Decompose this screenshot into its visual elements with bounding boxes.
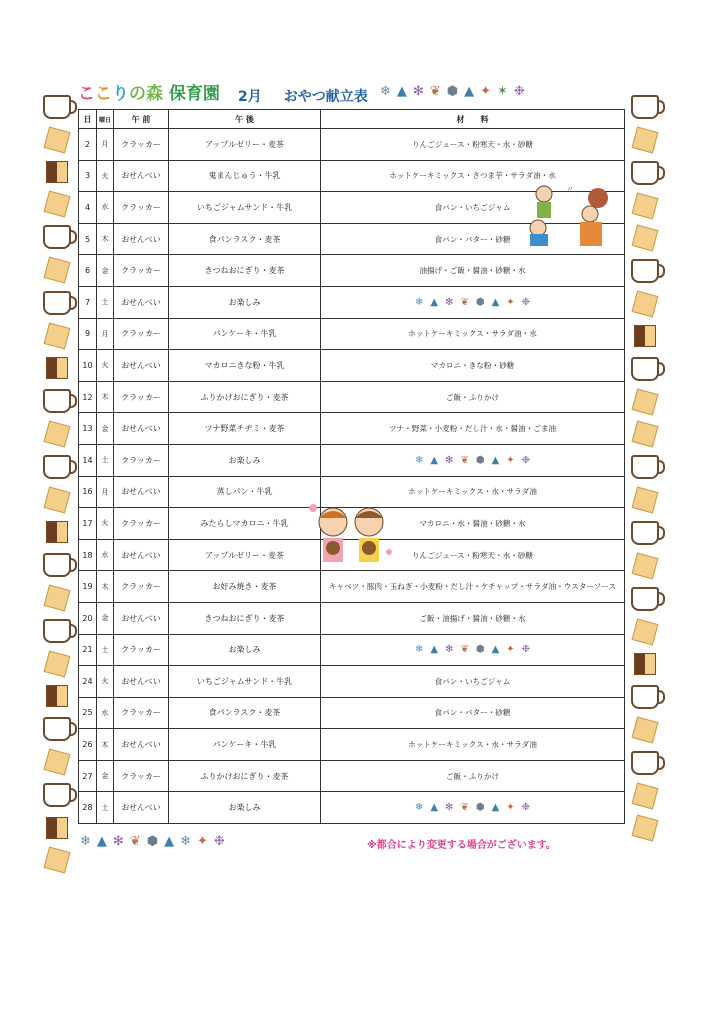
day-cell: 9	[79, 318, 97, 350]
materials-cell: りんごジュース・粉寒天・水・砂糖	[321, 129, 625, 161]
decoration-strip	[415, 297, 530, 308]
snowflake-icon: ✻	[445, 802, 454, 814]
weekday-cell: 水	[97, 192, 114, 224]
table-row	[79, 413, 625, 445]
pinecone-icon: ⬢	[446, 84, 459, 99]
day-cell: 21	[79, 634, 97, 666]
table-row	[79, 381, 625, 413]
table-row	[79, 602, 625, 634]
day-cell: 24	[79, 666, 97, 698]
day-cell: 20	[79, 602, 97, 634]
weekday-cell: 土	[97, 444, 114, 476]
cracker-icon	[46, 685, 68, 707]
am-snack-cell: おせんべい	[114, 223, 169, 255]
coffee-cup-icon	[43, 389, 71, 413]
pm-snack-cell: パンケーキ・牛乳	[169, 318, 321, 350]
cracker-icon	[44, 257, 71, 284]
pm-snack-cell: マカロニきな粉・牛乳	[169, 350, 321, 382]
decoration-strip	[415, 455, 530, 466]
decoration-strip	[415, 802, 530, 813]
tree-icon: ▲	[430, 454, 439, 466]
right-side-decoration	[628, 95, 662, 839]
pm-snack-cell: お楽しみ	[169, 444, 321, 476]
snowflake-icon: ✻	[412, 84, 424, 99]
cracker-icon	[46, 161, 68, 183]
day-cell: 3	[79, 160, 97, 192]
coffee-cup-icon	[631, 161, 659, 185]
pm-snack-cell: お楽しみ	[169, 634, 321, 666]
materials-cell: マカロニ・きな粉・砂糖	[321, 350, 625, 382]
cracker-icon	[632, 421, 659, 448]
am-snack-cell: クラッカー	[114, 192, 169, 224]
pm-snack-cell: 食パンラスク・麦茶	[169, 223, 321, 255]
coffee-cup-icon	[43, 225, 71, 249]
coffee-cup-icon	[43, 619, 71, 643]
pm-snack-cell: きつねおにぎり・麦茶	[169, 255, 321, 287]
pm-snack-cell: いちごジャムサンド・牛乳	[169, 666, 321, 698]
am-snack-cell: おせんべい	[114, 666, 169, 698]
change-notice: ※都合により変更する場合がございます。	[367, 840, 556, 851]
leaf-icon: ✦	[196, 834, 208, 849]
coffee-cup-icon	[43, 455, 71, 479]
kids-illustration	[305, 500, 395, 570]
weekday-cell: 金	[97, 413, 114, 445]
weekday-cell: 水	[97, 697, 114, 729]
decoration-strip	[415, 644, 530, 655]
snowflake-icon: ❄	[414, 802, 424, 814]
tree-icon: ▲	[164, 834, 175, 849]
materials-cell: 食パン・バター・砂糖	[321, 223, 625, 255]
pm-snack-cell: パンケーキ・牛乳	[169, 729, 321, 761]
day-cell: 19	[79, 571, 97, 603]
materials-cell	[321, 286, 625, 318]
pinecone-icon: ⬢	[475, 454, 485, 466]
cracker-icon	[44, 323, 71, 350]
table-row	[79, 634, 625, 666]
materials-cell	[321, 634, 625, 666]
header-weekday: 曜日	[97, 110, 114, 129]
leaf-icon: ✦	[506, 802, 515, 814]
materials-cell: りんごジュース・粉寒天・水・砂糖	[321, 539, 625, 571]
cracker-icon	[44, 127, 71, 154]
pm-snack-cell: アップルゼリー・麦茶	[169, 129, 321, 161]
pm-snack-cell: 鬼まんじゅう・牛乳	[169, 160, 321, 192]
am-snack-cell: クラッカー	[114, 381, 169, 413]
day-cell: 7	[79, 286, 97, 318]
leaf-icon: ✦	[506, 454, 515, 466]
day-cell: 14	[79, 444, 97, 476]
table-row	[79, 444, 625, 476]
am-snack-cell: クラッカー	[114, 508, 169, 540]
tree-icon: ▲	[430, 644, 439, 656]
weekday-cell: 月	[97, 476, 114, 508]
pm-snack-cell: きつねおにぎり・麦茶	[169, 602, 321, 634]
weekday-cell: 土	[97, 792, 114, 824]
table-row	[79, 129, 625, 161]
header-am: 午 前	[114, 110, 169, 129]
materials-cell: 食パン・いちごジャム	[321, 192, 625, 224]
cracker-icon	[632, 815, 659, 842]
weekday-cell: 火	[97, 508, 114, 540]
cracker-icon	[634, 653, 656, 675]
table-header-row	[79, 110, 625, 129]
snowflake-icon: ❉	[521, 454, 531, 466]
pm-snack-cell: ふりかけおにぎり・麦茶	[169, 381, 321, 413]
tree-icon: ▲	[430, 802, 439, 814]
tree-icon: ▲	[464, 84, 475, 99]
top-decoration	[380, 84, 525, 99]
day-cell: 16	[79, 476, 97, 508]
leaf-icon: ✦	[480, 84, 491, 99]
snowflake-icon: ✻	[445, 644, 454, 656]
table-row	[79, 729, 625, 761]
am-snack-cell: クラッカー	[114, 129, 169, 161]
snowflake-icon: ✻	[112, 834, 124, 849]
day-cell: 25	[79, 697, 97, 729]
weekday-cell: 金	[97, 255, 114, 287]
materials-cell: ホットケーキミックス・さつま芋・サラダ油・水	[321, 160, 625, 192]
snowflake-icon: ❄	[80, 834, 91, 849]
coffee-cup-icon	[43, 553, 71, 577]
day-cell: 6	[79, 255, 97, 287]
materials-cell: 食パン・いちごジャム	[321, 666, 625, 698]
cracker-icon	[632, 783, 659, 810]
day-cell: 28	[79, 792, 97, 824]
materials-cell: ツナ・野菜・小麦粉・だし汁・水・醤油・ごま油	[321, 413, 625, 445]
table-row	[79, 286, 625, 318]
snowflake-icon: ❉	[521, 296, 531, 308]
coffee-cup-icon	[631, 357, 659, 381]
am-snack-cell: クラッカー	[114, 697, 169, 729]
weekday-cell: 木	[97, 571, 114, 603]
am-snack-cell: クラッカー	[114, 318, 169, 350]
weekday-cell: 木	[97, 729, 114, 761]
materials-cell: ホットケーキミックス・水・サラダ油	[321, 476, 625, 508]
month-label: 2月	[238, 89, 262, 105]
leaf-icon: ❦	[429, 84, 441, 99]
leaf-icon: ✦	[506, 644, 515, 656]
header-materials: 材 料	[321, 110, 625, 129]
leaf-icon: ❦	[129, 834, 141, 849]
tree-icon: ▲	[491, 454, 500, 466]
weekday-cell: 金	[97, 760, 114, 792]
leaf-icon: ✦	[506, 296, 515, 308]
leaf-icon: ❦	[460, 644, 469, 656]
snowflake-icon: ✻	[445, 296, 454, 308]
coffee-cup-icon	[631, 521, 659, 545]
snowflake-icon: ❄	[380, 84, 391, 99]
pinecone-icon: ⬢	[475, 296, 485, 308]
pm-snack-cell: お好み焼き・麦茶	[169, 571, 321, 603]
am-snack-cell: クラッカー	[114, 760, 169, 792]
header-pm: 午 後	[169, 110, 321, 129]
leaf-icon: ❦	[460, 296, 469, 308]
pinecone-icon: ⬢	[146, 834, 159, 849]
am-snack-cell: おせんべい	[114, 160, 169, 192]
header-day: 日	[79, 110, 97, 129]
cracker-icon	[44, 847, 71, 874]
materials-cell	[321, 792, 625, 824]
am-snack-cell: おせんべい	[114, 286, 169, 318]
weekday-cell: 土	[97, 286, 114, 318]
table-row	[79, 571, 625, 603]
tree-icon: ▲	[396, 84, 407, 99]
pm-snack-cell: みたらしマカロニ・牛乳	[169, 508, 321, 540]
day-cell: 10	[79, 350, 97, 382]
pm-snack-cell: 蒸しパン・牛乳	[169, 476, 321, 508]
family-illustration	[522, 180, 618, 250]
cracker-icon	[44, 191, 71, 218]
leaf-icon: ❦	[460, 454, 469, 466]
am-snack-cell: おせんべい	[114, 729, 169, 761]
pm-snack-cell: いちごジャムサンド・牛乳	[169, 192, 321, 224]
leaf-icon: ❦	[460, 802, 469, 814]
am-snack-cell: クラッカー	[114, 634, 169, 666]
day-cell: 17	[79, 508, 97, 540]
day-cell: 5	[79, 223, 97, 255]
weekday-cell: 月	[97, 318, 114, 350]
coffee-cup-icon	[631, 95, 659, 119]
cracker-icon	[46, 521, 68, 543]
pinecone-icon: ⬢	[475, 802, 485, 814]
am-snack-cell: おせんべい	[114, 350, 169, 382]
table-row	[79, 350, 625, 382]
bottom-decoration	[80, 834, 225, 849]
snowflake-icon: ❄	[414, 296, 424, 308]
am-snack-cell: クラッカー	[114, 255, 169, 287]
tree-icon: ▲	[430, 296, 439, 308]
weekday-cell: 月	[97, 129, 114, 161]
cracker-icon	[632, 291, 659, 318]
snowflake-icon: ❉	[513, 84, 525, 99]
weekday-cell: 火	[97, 160, 114, 192]
am-snack-cell: おせんべい	[114, 539, 169, 571]
am-snack-cell: おせんべい	[114, 413, 169, 445]
cracker-icon	[44, 585, 71, 612]
snowflake-icon: ❄	[414, 454, 424, 466]
snowflake-icon: ❉	[213, 834, 225, 849]
left-side-decoration	[40, 95, 74, 871]
materials-cell: 油揚げ・ご飯・醤油・砂糖・水	[321, 255, 625, 287]
tree-icon: ▲	[491, 296, 500, 308]
coffee-cup-icon	[43, 95, 71, 119]
pm-snack-cell: 食パンラスク・麦茶	[169, 697, 321, 729]
materials-cell: マカロニ・水・醤油・砂糖・水	[321, 508, 625, 540]
materials-cell: ご飯・油揚げ・醤油・砂糖・水	[321, 602, 625, 634]
cracker-icon	[46, 357, 68, 379]
cracker-icon	[632, 225, 659, 252]
pinecone-icon: ⬢	[475, 644, 485, 656]
cracker-icon	[632, 619, 659, 646]
coffee-cup-icon	[631, 587, 659, 611]
tree-icon: ▲	[491, 802, 500, 814]
am-snack-cell: おせんべい	[114, 792, 169, 824]
weekday-cell: 土	[97, 634, 114, 666]
am-snack-cell: おせんべい	[114, 476, 169, 508]
materials-cell: ホットケーキミックス・サラダ油・水	[321, 318, 625, 350]
logo-char-1: こ	[78, 84, 95, 104]
cracker-icon	[44, 749, 71, 776]
cracker-icon	[632, 127, 659, 154]
coffee-cup-icon	[631, 455, 659, 479]
logo-char-5: 保育園	[163, 84, 220, 104]
svg-text:〃: 〃	[566, 185, 574, 194]
weekday-cell: 水	[97, 539, 114, 571]
cracker-icon	[632, 193, 659, 220]
day-cell: 12	[79, 381, 97, 413]
materials-cell: ホットケーキミックス・水・サラダ油	[321, 729, 625, 761]
coffee-cup-icon	[43, 717, 71, 741]
tree-icon: ▲	[96, 834, 107, 849]
cracker-icon	[632, 553, 659, 580]
pm-snack-cell: アップルゼリー・麦茶	[169, 539, 321, 571]
snowflake-icon: ❉	[521, 802, 531, 814]
cracker-icon	[634, 325, 656, 347]
day-cell: 2	[79, 129, 97, 161]
cracker-icon	[46, 817, 68, 839]
cracker-icon	[44, 651, 71, 678]
snowflake-icon: ❄	[180, 834, 191, 849]
materials-cell: キャベツ・豚肉・玉ねぎ・小麦粉・だし汁・ケチャップ・サラダ油・ウスターソース	[321, 571, 625, 603]
am-snack-cell: クラッカー	[114, 571, 169, 603]
snowflake-icon: ✻	[445, 454, 454, 466]
materials-cell: ご飯・ふりかけ	[321, 760, 625, 792]
table-row	[79, 318, 625, 350]
page-title	[238, 86, 368, 106]
cracker-icon	[632, 487, 659, 514]
weekday-cell: 金	[97, 602, 114, 634]
weekday-cell: 木	[97, 223, 114, 255]
coffee-cup-icon	[631, 685, 659, 709]
materials-cell	[321, 444, 625, 476]
day-cell: 26	[79, 729, 97, 761]
cracker-icon	[44, 487, 71, 514]
pm-snack-cell: ふりかけおにぎり・麦茶	[169, 760, 321, 792]
cracker-icon	[632, 389, 659, 416]
pm-snack-cell: ツナ野菜チヂミ・麦茶	[169, 413, 321, 445]
cracker-icon	[44, 421, 71, 448]
am-snack-cell: クラッカー	[114, 444, 169, 476]
weekday-cell: 木	[97, 381, 114, 413]
table-row	[79, 666, 625, 698]
table-row	[79, 697, 625, 729]
table-row	[79, 255, 625, 287]
day-cell: 27	[79, 760, 97, 792]
title-text: おやつ献立表	[283, 89, 368, 105]
tree-icon: ▲	[491, 644, 500, 656]
snowflake-icon: ❉	[521, 644, 531, 656]
table-row	[79, 760, 625, 792]
weekday-cell: 火	[97, 350, 114, 382]
coffee-cup-icon	[631, 751, 659, 775]
table-row	[79, 792, 625, 824]
day-cell: 4	[79, 192, 97, 224]
materials-cell: ご飯・ふりかけ	[321, 381, 625, 413]
logo-char-2: こ	[95, 84, 112, 104]
snowflake-icon: ❄	[414, 644, 424, 656]
weekday-cell: 火	[97, 666, 114, 698]
nursery-logo	[78, 79, 220, 104]
day-cell: 13	[79, 413, 97, 445]
am-snack-cell: おせんべい	[114, 602, 169, 634]
logo-char-3: り	[112, 84, 129, 104]
logo-char-4: の森	[129, 84, 163, 104]
leaf-icon: ✶	[496, 84, 508, 99]
materials-cell: 食パン・バター・砂糖	[321, 697, 625, 729]
cracker-icon	[632, 717, 659, 744]
coffee-cup-icon	[43, 783, 71, 807]
pm-snack-cell: お楽しみ	[169, 286, 321, 318]
coffee-cup-icon	[631, 259, 659, 283]
day-cell: 18	[79, 539, 97, 571]
coffee-cup-icon	[43, 291, 71, 315]
pm-snack-cell: お楽しみ	[169, 792, 321, 824]
